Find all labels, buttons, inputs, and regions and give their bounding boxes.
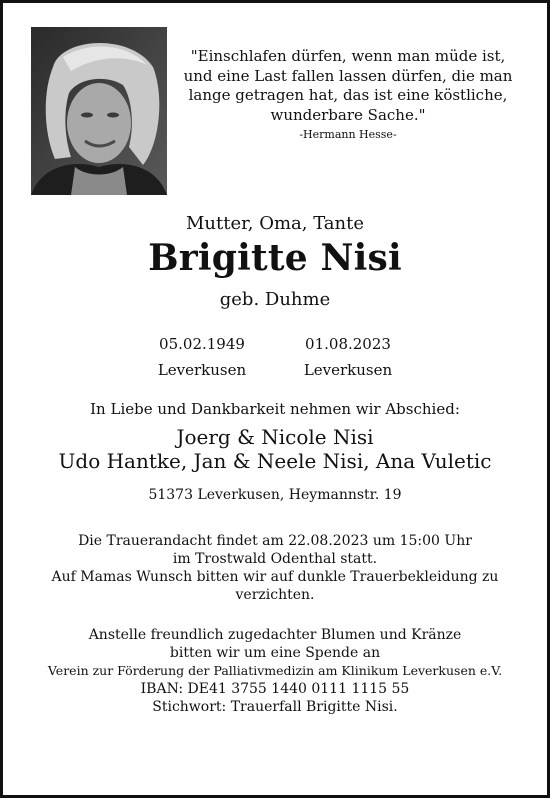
donation-line: Anstelle freundlich zugedachter Blumen und Kränze — [88, 627, 462, 643]
maiden-name: geb. Duhme — [219, 289, 331, 310]
death-date: 01.08.2023 — [305, 335, 391, 353]
quote-line: "Einschlafen dürfen, wenn man müde ist, — [190, 47, 506, 65]
service-line: verzichten. — [235, 587, 315, 603]
quote-author: -Hermann Hesse- — [299, 128, 397, 141]
portrait-photo — [31, 27, 167, 195]
death-info — [300, 331, 396, 383]
service-line: im Trostwald Odenthal statt. — [172, 551, 378, 567]
service-line: Die Trauerandacht findet am 22.08.2023 um 15:00 Uhr — [78, 533, 472, 549]
relation-line: Mutter, Oma, Tante — [185, 213, 365, 234]
deceased-name: Brigitte Nisi — [148, 237, 402, 279]
mourner-line: Udo Hantke, Jan & Neele Nisi, Ana Vuletic — [58, 449, 492, 473]
donation-line: bitten wir um eine Spende an — [169, 645, 381, 661]
quote-line: lange getragen hat, das ist eine köstliche, — [188, 86, 508, 104]
portrait-illustration — [31, 27, 167, 195]
quote-line: und eine Last fallen lassen dürfen, die man — [183, 66, 513, 85]
memorial-quote — [173, 47, 523, 145]
birth-place: Leverkusen — [157, 361, 247, 379]
birth-info — [154, 331, 250, 383]
death-place: Leverkusen — [303, 361, 393, 379]
donation-reference: Stichwort: Trauerfall Brigitte Nisi. — [152, 699, 398, 715]
service-line: Auf Mamas Wunsch bitten wir auf dunkle Trauerbekleidung zu — [51, 569, 499, 585]
family-address: 51373 Leverkusen, Heymannstr. 19 — [148, 487, 402, 503]
birth-date: 05.02.1949 — [159, 335, 245, 353]
life-dates — [3, 331, 547, 383]
mourners-list — [3, 425, 547, 473]
donation-info — [3, 626, 547, 716]
farewell-line: In Liebe und Dankbarkeit nehmen wir Abschied: — [90, 400, 460, 418]
quote-line: wunderbare Sache." — [270, 105, 426, 124]
donation-iban: IBAN: DE41 3755 1440 0111 1115 55 — [140, 681, 410, 697]
mourner-line: Joerg & Nicole Nisi — [176, 425, 374, 449]
service-info — [3, 532, 547, 604]
donation-organization: Verein zur Förderung der Palliativmedizin am Klinikum Leverkusen e.V. — [47, 663, 503, 678]
